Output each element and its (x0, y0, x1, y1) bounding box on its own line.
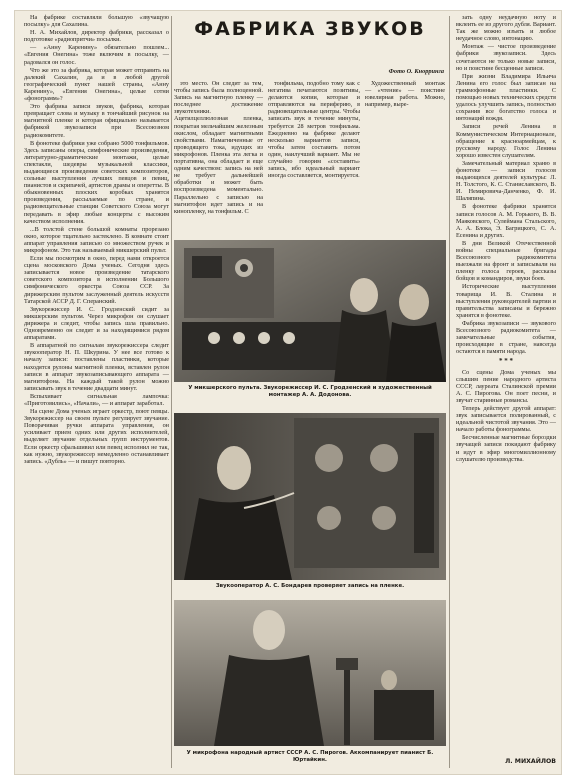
paragraph: Фабрика звукозаписи — звукового Всесоюзного радиокомитета — замечательные события, происходящие в стране, навсегда остаются в памяти народа. (456, 319, 556, 356)
paragraph: Это фабрика записи звуков, фабрика, которая превращает слова и музыку в тончайший рисунок на магнитной пленке и которая официально называется фабрикой звукозаписи при Всесоюзном радиокомитете. (24, 103, 169, 139)
paragraph: В аппаратной по сигналам звукорежиссера следит звукооператор Н. П. Шкурина. У нее все готово к началу записи: поставлены пластинки, которые находятся рулоны магнитной пленки, вставлен рулон записи в аппарат звукозаписывающего аппарата — магнитофона. На каждый такой рулон можно записывать звук в течение двадцати минут. (24, 342, 169, 392)
paragraph: Вспыхивает сигнальная лампочка: «Приготовились», «Начали», — и аппарат заработал. (24, 392, 169, 407)
paragraph: Монтаж — чистое произведение фабрики звукозаписи. Здесь сочетаются не только новые записи, но и поистине бесценные записи. (456, 43, 556, 72)
photo-caption: У микрофона народный артист СССР А. С. Пирогов. Аккомпанирует пианист Б. Юртайкин. (186, 750, 434, 763)
paragraph: тонфильма, подобно тому как с негатива печатаются позитивы, делаются копии, которые и отправляются на периферию, в радиовещательные центры. Чтобы записать звук в течение минуты, требуется 28 метров тонфильма. Ежедневно на фабрике делают несколько вариантов записи, чтобы затем составить потом один, наилучший вариант. Мы не случайно говорим «составить» запись, ибо идеальный вариант иногда составляется, монтируется. (268, 80, 360, 180)
paragraph: При жизни Владимира Ильича Ленина его голос был записан на граммофонные пластинки. С помощью новых технических средств удалось улучшить запись, полностью сохранив все богатство голоса и интонаций вождя. (456, 72, 556, 123)
paragraph: это место. Он следит за тем, чтобы запись была полноценной. Запись на магнитную пленку — последнее достижение звукотехники. Ацетилцеллюлозная пленка, покрытая мельчайшим железным окислом, обладает магнитными свойствами. Намагниченные от проводящего тока, идущих из микрофонов. Пленка эта легка и портативна, она обладает и еще одним качеством: запись на ней не требует дальнейшей обработки и может быть воспроизведена моментально. Параллельно с записью на магнитофон идет запись и на кинопленку, на тонфильм. С (174, 80, 263, 215)
photo-caption: У микшерского пульта. Звукорежиссер И. С. Гродзенский и художественный монтажер А. А. Додонова. (188, 385, 432, 398)
photo-sound-operator (174, 413, 446, 580)
text-column-4 (365, 80, 445, 235)
paragraph: Звукорежиссер И. С. Гродзенский сидит за микшерским пультом. Через микрофон он слушает дирижера и следит, чтобы запись шла правильно. Одновременно он следит и за находящимися рядом аппаратами. (24, 305, 169, 342)
paragraph: Что же это за фабрика, которая может отправить на далекий Сахалин, да и в любой другой географический пункт нашей страны, «Анну Каренину», «Евгения Онегина», целые сотни «фонограмм»? (24, 66, 169, 103)
photo-mixing-console (174, 240, 446, 382)
paragraph: Со сцены Дома ученых мы слышим пение народного артиста СССР, лауреата Сталинской премии А. С. Пирогова. Он поет песни, и звучат старинные романсы. (456, 368, 556, 404)
paragraph: В фонотеке фабрики хранятся записи голосов А. М. Горького, В. В. Маяковского, Сулеймана Стальского, А. А. Блока, Э. Багрицкого, С. А. Есенина и других. (456, 203, 556, 239)
photo-singer-microphone (174, 600, 446, 746)
paragraph: — «Анну Каренину» обязательно пошлем... «Евгения Онегина» тоже включим в посылку, — радовался он голос. (24, 44, 169, 66)
paragraph: Замечательный материал храню в фонотеке — записи голосов выдающихся деятелей культуры: Л. Н. Толстого, К. С. Станиславского, В. И. Немировича-Данченко, Ф. И. Шаляпина. (456, 159, 556, 203)
column-divider (171, 16, 172, 768)
photo-credit: Фото О. Кнорринга (388, 68, 444, 75)
text-column-5 (456, 14, 556, 770)
paragraph: В дни Великой Отечественной войны специальные бригады Всесоюзного радиокомитета выезжали на фронт и записывали на пленку голоса героев, рассказы бойцов и командиров, звуки боев. (456, 239, 556, 283)
section-separator: * * * (499, 357, 513, 366)
paragraph: Теперь действует другой аппарат: звук записывается полированный, с идеальной чистотой звучания. Это — начало работы фонограммы. (456, 404, 556, 434)
photo-caption: Звукооператор А. С. Бондарев проверяет запись на пленке. (215, 583, 405, 589)
paragraph: В фонотеке фабрики уже собрано 5000 тонфильмов. Здесь записаны оперы, симфонические произведения, литературно-драматические монтажи, целые спектакли, шедевры музыкальной классики, выдающиеся произведения советских композиторов, сольные выступления лучших певцов и певиц, пианистов и скрипачей, артистов драмы и оперетты. В обыкновенных плоских коробках хранятся произведения, рассылаемые по стране, и радиовещательные станции Советского Союза могут передавать в эфир любые концерты с высоким качеством исполнения. (24, 139, 169, 225)
magazine-page (14, 10, 562, 775)
paragraph: На фабрике составляли большую «звучащую посылку» для Сахалина. (24, 14, 169, 29)
photo-image (174, 600, 446, 746)
photo-image (174, 413, 446, 580)
text-column-2 (174, 80, 263, 235)
paragraph: Записи речей Ленина в Коммунистическом Интернационале, обращение к красноармейцам, к русскому народу. Голос Ленина хорошо известен слушателям. (456, 123, 556, 159)
paragraph: Н. А. Михайлов, директор фабрики, рассказал о подготовке «радиопритчи» посылки. (24, 29, 169, 44)
paragraph: Если мы посмотрим в окно, перед нами откроется сцена московского Дома ученых. Сегодня здесь записывается новое произведение татарского советского композитора в исполнении Большого симфонического оркестра Союза ССР. За дирижерским пультом заслуженный деятель искусств Татарской АССР Д. Г. Сперанский. (24, 255, 169, 305)
author-signature: Л. МИХАЙЛОВ (505, 758, 556, 765)
text-column-1 (24, 14, 169, 770)
paragraph: На сцене Дома ученых играет оркестр, поют певцы. Звукорежиссер на своем пульте регулирует звучание. Поворачивая ручки аппарата управления, он усиливает прием одних или других исполнителей, выделяет звучание отдельных групп инструментов. Если оркестр сфальшивил или певец исполнил не так, как нужно, звукорежиссер немедленно останавливает запись. «Дубль» — и пишут повторно. (24, 408, 169, 465)
paragraph: зать одну неудачную ноту и вклеить ее из другого дубля. Вариант. Так же можно изъять и любое неудачное слово, интонацию. (456, 14, 556, 43)
photo-image (174, 240, 446, 382)
paragraph: Исторические выступления товарища И. В. Сталина и выступления руководителей партии и правительства записаны и бережно хранятся в фонотеке. (456, 283, 556, 319)
column-divider (449, 16, 450, 768)
paragraph: Художественный монтаж — «чтение» — поистине ювелирная работа. Можно, например, выре- (365, 80, 445, 109)
paragraph: Бесчисленные магнитные бороздки звучащей записи покидают фабрику и идут в эфир многомиллионному слушателю производства. (456, 434, 556, 463)
paragraph: ...В толстой стене большой комнаты прорезано окно, которое тщательно застеклено. В комнате стоит аппарат управления записью со множеством ручек и микрофоном. Это так называемый микшерский пульт. (24, 225, 169, 254)
text-column-3 (268, 80, 360, 235)
article-headline: ФАБРИКА ЗВУКОВ (194, 18, 426, 40)
